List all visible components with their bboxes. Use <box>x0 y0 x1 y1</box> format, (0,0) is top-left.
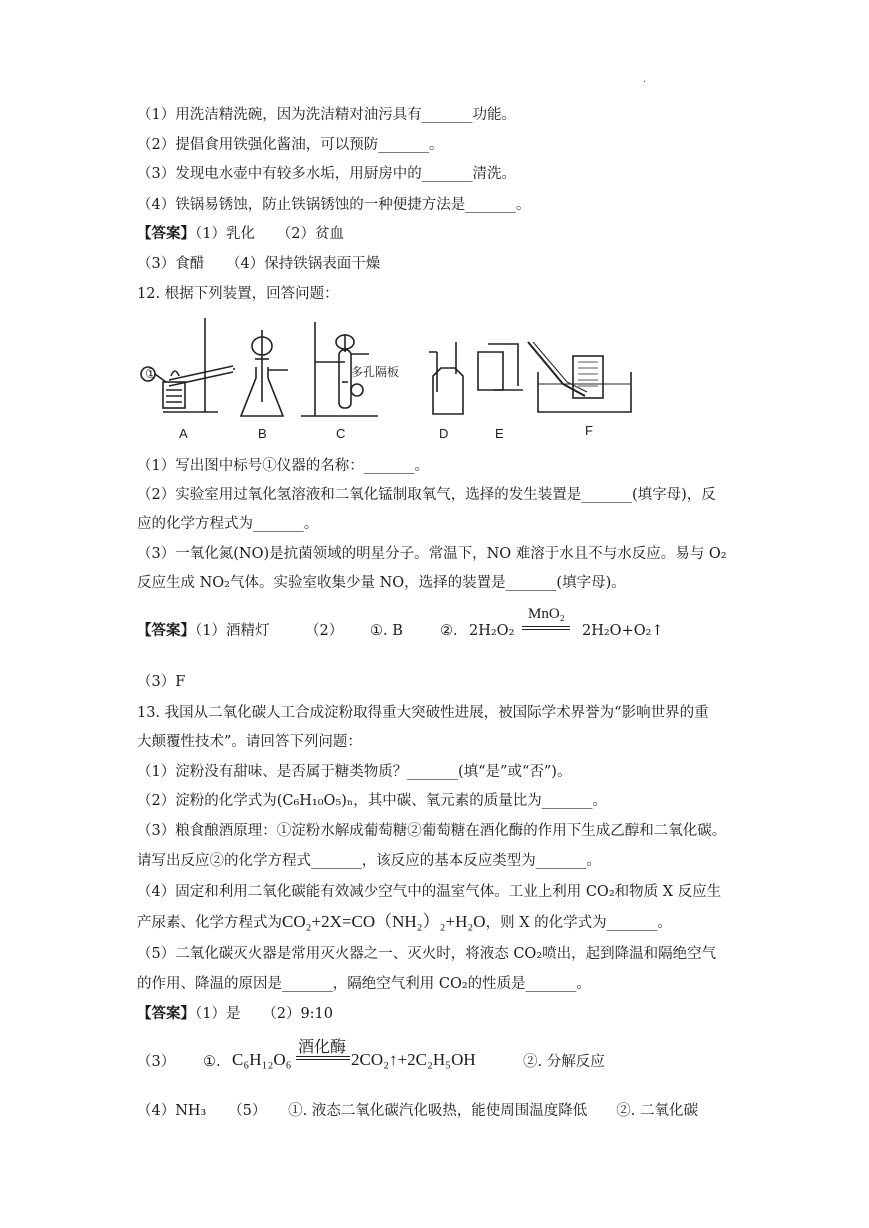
q12-reactant: 2H₂O₂ <box>469 623 515 639</box>
apparatus-b <box>241 330 288 416</box>
q13-item-4-tail: ，则 X 的化学式为_______。 <box>485 915 672 931</box>
q13-answer-3-num2: ②. 分解反应 <box>523 1054 605 1070</box>
q13-item-5-cont: 的作用、降温的原因是_______，隔绝空气利用 CO₂的性质是_______。 <box>137 976 591 992</box>
figure-label-c: C <box>336 426 346 441</box>
apparatus-e <box>478 344 523 390</box>
equation-double-line <box>296 1056 350 1060</box>
q12-answer-line-2: （3）F <box>137 674 186 690</box>
q11-item-4: （4）铁锅易锈蚀，防止铁锅锈蚀的一种便捷方法是_______。 <box>137 197 531 213</box>
q11-answer-line-2: （3）食醋 （4）保持铁锅表面干燥 <box>137 256 381 272</box>
q13-stem-1: 13. 我国从二氧化碳人工合成淀粉取得重大突破性进展，被国际学术界誉为“影响世界的重 <box>137 705 709 721</box>
q13-item-3: （3）粮食酿酒原理：①淀粉水解成葡萄糖②葡萄糖在酒化酶的作用下生成乙醇和二氧化碳。 <box>137 823 727 839</box>
q13-item-5: （5）二氧化碳灭火器是常用灭火器之一、灭火时，将液态 CO₂喷出，起到降温和隔绝空气 <box>137 946 717 962</box>
q13-item-4-text: 产尿素、化学方程式为 <box>137 915 282 931</box>
q12-item-3: （3）一氧化氮(NO)是抗菌领域的明星分子。常温下，NO 难溶于水且不与水反应。易与 O₂ <box>137 546 727 562</box>
q13-item-4: （4）固定和利用二氧化碳能有效减少空气中的温室气体。工业上利用 CO₂和物质 X 反应生 <box>137 884 722 900</box>
q13-item-4-cont <box>137 912 672 933</box>
equation-double-line <box>522 626 570 630</box>
q12-answer-part-4: ②. <box>440 623 458 639</box>
page-dot: . <box>643 74 647 85</box>
q12-item-2-cont: 应的化学方程式为_______。 <box>137 516 319 532</box>
q13-item-2: （2）淀粉的化学式为(C₆H₁₀O₅)ₙ，其中碳、氧元素的质量比为_______。 <box>137 793 607 809</box>
answer-label: 【答案】 <box>137 225 195 242</box>
apparatus-figure <box>133 312 633 444</box>
q12-answer-line-1 <box>137 621 269 641</box>
q12-answer-part-1: （1）酒精灯 <box>195 623 270 639</box>
figure-label-d: D <box>439 426 449 441</box>
urea-equation: CO₂+2X=CO（NH₂）₂+H₂O <box>282 912 486 931</box>
q11-answer-line-1 <box>137 224 344 244</box>
q12-answer-part-3: ①. B <box>370 623 403 639</box>
q12-stem: 12. 根据下列装置，回答问题： <box>137 286 339 302</box>
q13-stem-2: 大颠覆性技术”。请回答下列问题： <box>137 734 362 750</box>
figure-label-b: B <box>258 426 267 441</box>
q12-item-2: （2）实验室用过氧化氢溶液和二氧化锰制取氧气，选择的发生装置是_______(填字母)，反 <box>137 487 716 503</box>
figure-annotation: 多孔隔板 <box>351 365 400 379</box>
q12-item-1: （1）写出图中标号①仪器的名称：_______。 <box>137 458 429 474</box>
q12-products: 2H₂O+O₂↑ <box>582 623 664 639</box>
q13-item-3-cont: 请写出反应②的化学方程式_______，该反应的基本反应类型为_______。 <box>137 853 601 869</box>
q12-answer-part-2: （2） <box>305 623 344 639</box>
apparatus-a <box>141 318 235 412</box>
fermentation-products: 2CO₂↑+2C₂H₅OH <box>351 1050 476 1069</box>
q12-catalyst: MnO₂ <box>528 606 565 622</box>
figure-label-a: A <box>179 426 188 441</box>
q11-answer-text: （1）乳化 （2）贫血 <box>195 226 344 242</box>
q13-answer-3-num1: ①. <box>203 1054 221 1070</box>
q13-answer-line-1 <box>137 1004 333 1024</box>
q13-answer-3-prefix: （3） <box>137 1054 176 1070</box>
glucose-formula: C₆H₁₂O₆ <box>232 1050 292 1069</box>
apparatus-d <box>429 342 463 414</box>
figure-marker: ① <box>145 366 157 381</box>
figure-label-e: E <box>495 426 504 441</box>
fermentation-condition: 酒化酶 <box>298 1039 347 1056</box>
figure-label-f: F <box>585 423 593 438</box>
q11-item-2: （2）提倡食用铁强化酱油，可以预防_______。 <box>137 137 444 153</box>
apparatus-f <box>528 342 631 412</box>
q13-item-1: （1）淀粉没有甜味、是否属于糖类物质？_______(填“是”或“否”)。 <box>137 764 572 780</box>
q11-item-1: （1）用洗洁精洗碗，因为洗洁精对油污具有_______功能。 <box>137 107 516 123</box>
q11-item-3: （3）发现电水壶中有较多水垢，用厨房中的_______清洗。 <box>137 166 516 182</box>
q13-answer-text: （1）是 （2）9:10 <box>195 1006 334 1022</box>
q13-answer-line-4: （4）NH₃ （5） ①. 液态二氧化碳汽化吸热，能使周围温度降低 ②. 二氧化碳 <box>137 1103 699 1119</box>
q12-item-3-cont: 反应生成 NO₂气体。实验室收集少量 NO，选择的装置是_______(填字母)。 <box>137 575 626 591</box>
answer-label: 【答案】 <box>137 1005 195 1022</box>
answer-label: 【答案】 <box>137 622 195 639</box>
